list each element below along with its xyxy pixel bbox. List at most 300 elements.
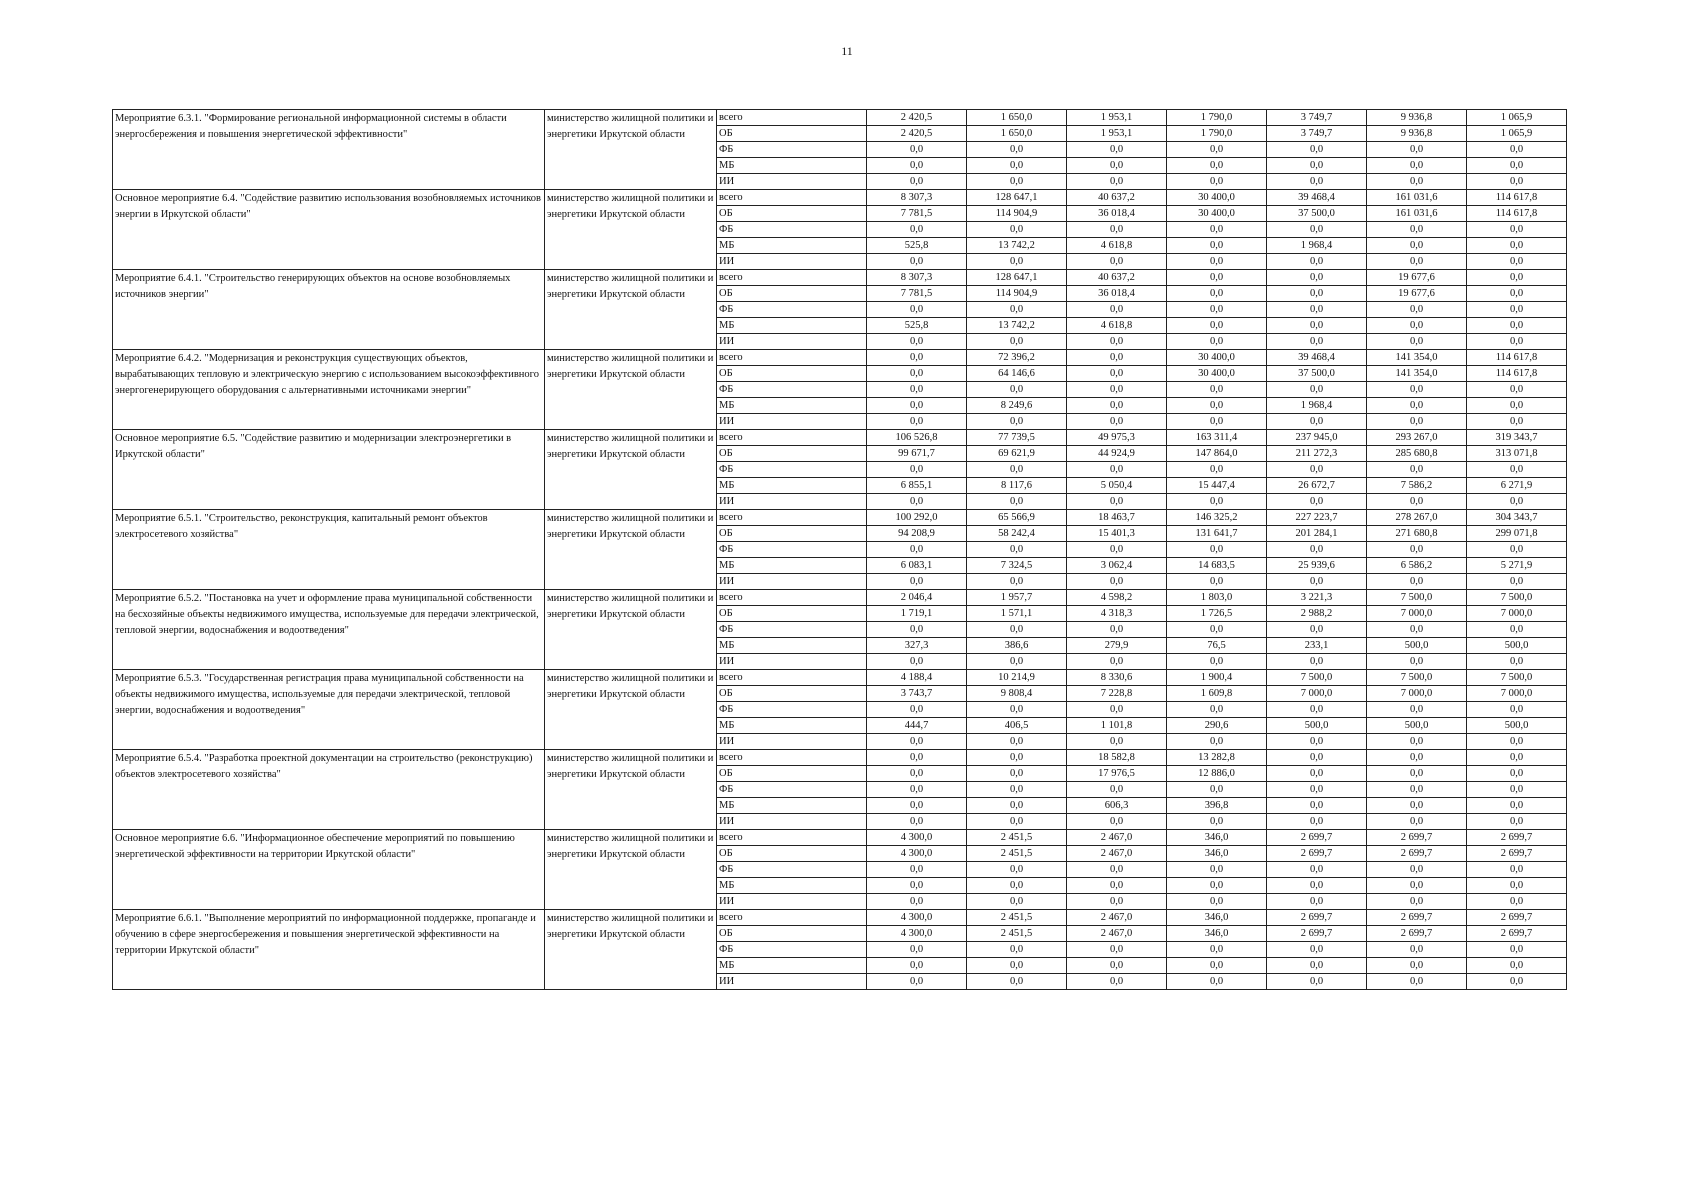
amount-cell: 0,0	[1467, 942, 1567, 958]
amount-cell: 386,6	[967, 638, 1067, 654]
amount-cell: 0,0	[967, 622, 1067, 638]
amount-cell: 2 451,5	[967, 910, 1067, 926]
amount-cell: 0,0	[1167, 942, 1267, 958]
amount-cell: 0,0	[1167, 878, 1267, 894]
amount-cell: 0,0	[1367, 862, 1467, 878]
amount-cell: 114 617,8	[1467, 206, 1567, 222]
amount-cell: 0,0	[967, 974, 1067, 990]
funding-source: ИИ	[717, 334, 867, 350]
amount-cell: 0,0	[1267, 142, 1367, 158]
executor-name: министерство жилищной политики и энергетики Иркутской области	[545, 270, 717, 350]
amount-cell: 304 343,7	[1467, 510, 1567, 526]
page-number: 11	[841, 44, 853, 58]
amount-cell: 7 228,8	[1067, 686, 1167, 702]
amount-cell: 396,8	[1167, 798, 1267, 814]
amount-cell: 10 214,9	[967, 670, 1067, 686]
table-row	[113, 510, 1567, 526]
amount-cell: 0,0	[1067, 382, 1167, 398]
amount-cell: 161 031,6	[1367, 190, 1467, 206]
amount-cell: 2 988,2	[1267, 606, 1367, 622]
amount-cell: 30 400,0	[1167, 366, 1267, 382]
amount-cell: 227 223,7	[1267, 510, 1367, 526]
amount-cell: 18 463,7	[1067, 510, 1167, 526]
amount-cell: 0,0	[1467, 814, 1567, 830]
funding-source: МБ	[717, 318, 867, 334]
amount-cell: 44 924,9	[1067, 446, 1167, 462]
amount-cell: 0,0	[1367, 750, 1467, 766]
amount-cell: 8 249,6	[967, 398, 1067, 414]
amount-cell: 0,0	[1067, 814, 1167, 830]
amount-cell: 77 739,5	[967, 430, 1067, 446]
executor-name: министерство жилищной политики и энергетики Иркутской области	[545, 750, 717, 830]
amount-cell: 0,0	[1167, 542, 1267, 558]
amount-cell: 8 307,3	[867, 270, 967, 286]
funding-source: ИИ	[717, 574, 867, 590]
measure-name: Мероприятие 6.6.1. "Выполнение мероприятий по информационной поддержке, пропаганде и обучению в сфере энергосбережения и повышения энергетической эффективности на территории Иркутской области"	[113, 910, 545, 990]
amount-cell: 7 500,0	[1267, 670, 1367, 686]
amount-cell: 0,0	[1267, 318, 1367, 334]
amount-cell: 0,0	[1267, 494, 1367, 510]
funding-source: ИИ	[717, 254, 867, 270]
amount-cell: 1 650,0	[967, 126, 1067, 142]
amount-cell: 0,0	[1467, 382, 1567, 398]
amount-cell: 3 062,4	[1067, 558, 1167, 574]
amount-cell: 0,0	[1067, 142, 1167, 158]
amount-cell: 2 699,7	[1367, 846, 1467, 862]
amount-cell: 4 300,0	[867, 830, 967, 846]
table-row	[113, 750, 1567, 766]
amount-cell: 0,0	[867, 494, 967, 510]
amount-cell: 299 071,8	[1467, 526, 1567, 542]
amount-cell: 1 065,9	[1467, 110, 1567, 126]
funding-source: ОБ	[717, 846, 867, 862]
funding-source: ФБ	[717, 782, 867, 798]
amount-cell: 279,9	[1067, 638, 1167, 654]
funding-source: ОБ	[717, 606, 867, 622]
amount-cell: 13 282,8	[1167, 750, 1267, 766]
table-row	[113, 430, 1567, 446]
amount-cell: 0,0	[1167, 622, 1267, 638]
amount-cell: 141 354,0	[1367, 350, 1467, 366]
amount-cell: 161 031,6	[1367, 206, 1467, 222]
amount-cell: 39 468,4	[1267, 350, 1367, 366]
table-row	[113, 350, 1567, 366]
amount-cell: 114 617,8	[1467, 366, 1567, 382]
amount-cell: 0,0	[1167, 782, 1267, 798]
amount-cell: 147 864,0	[1167, 446, 1267, 462]
executor-name: министерство жилищной политики и энергетики Иркутской области	[545, 670, 717, 750]
amount-cell: 7 500,0	[1467, 590, 1567, 606]
amount-cell: 327,3	[867, 638, 967, 654]
amount-cell: 1 571,1	[967, 606, 1067, 622]
amount-cell: 319 343,7	[1467, 430, 1567, 446]
amount-cell: 36 018,4	[1067, 286, 1167, 302]
amount-cell: 233,1	[1267, 638, 1367, 654]
amount-cell: 0,0	[1067, 350, 1167, 366]
amount-cell: 0,0	[1367, 158, 1467, 174]
amount-cell: 0,0	[1367, 222, 1467, 238]
amount-cell: 500,0	[1367, 638, 1467, 654]
amount-cell: 0,0	[1267, 942, 1367, 958]
amount-cell: 0,0	[867, 350, 967, 366]
amount-cell: 0,0	[1167, 702, 1267, 718]
amount-cell: 0,0	[867, 462, 967, 478]
amount-cell: 3 221,3	[1267, 590, 1367, 606]
amount-cell: 0,0	[1167, 462, 1267, 478]
funding-source: МБ	[717, 478, 867, 494]
amount-cell: 0,0	[1467, 622, 1567, 638]
amount-cell: 0,0	[1367, 398, 1467, 414]
amount-cell: 0,0	[1467, 414, 1567, 430]
amount-cell: 0,0	[967, 414, 1067, 430]
funding-source: ОБ	[717, 926, 867, 942]
funding-source: всего	[717, 750, 867, 766]
funding-source: ФБ	[717, 302, 867, 318]
amount-cell: 6 271,9	[1467, 478, 1567, 494]
amount-cell: 0,0	[1367, 622, 1467, 638]
amount-cell: 39 468,4	[1267, 190, 1367, 206]
measure-name: Мероприятие 6.4.1. "Строительство генерирующих объектов на основе возобновляемых источников энергии"	[113, 270, 545, 350]
amount-cell: 0,0	[967, 782, 1067, 798]
funding-source: МБ	[717, 798, 867, 814]
amount-cell: 13 742,2	[967, 318, 1067, 334]
amount-cell: 0,0	[1367, 542, 1467, 558]
amount-cell: 0,0	[1467, 574, 1567, 590]
amount-cell: 7 000,0	[1367, 686, 1467, 702]
amount-cell: 0,0	[1367, 734, 1467, 750]
amount-cell: 0,0	[1467, 222, 1567, 238]
funding-source: ФБ	[717, 942, 867, 958]
amount-cell: 17 976,5	[1067, 766, 1167, 782]
amount-cell: 30 400,0	[1167, 190, 1267, 206]
amount-cell: 99 671,7	[867, 446, 967, 462]
amount-cell: 131 641,7	[1167, 526, 1267, 542]
amount-cell: 0,0	[867, 366, 967, 382]
amount-cell: 7 781,5	[867, 286, 967, 302]
amount-cell: 0,0	[1467, 158, 1567, 174]
amount-cell: 1 065,9	[1467, 126, 1567, 142]
amount-cell: 0,0	[967, 814, 1067, 830]
amount-cell: 0,0	[1067, 574, 1167, 590]
amount-cell: 1 650,0	[967, 110, 1067, 126]
measure-name: Основное мероприятие 6.5. "Содействие развитию и модернизации электроэнергетики в Иркутской области"	[113, 430, 545, 510]
amount-cell: 0,0	[1167, 398, 1267, 414]
table-row	[113, 270, 1567, 286]
amount-cell: 0,0	[1267, 654, 1367, 670]
amount-cell: 2 699,7	[1267, 910, 1367, 926]
amount-cell: 0,0	[1167, 270, 1267, 286]
amount-cell: 0,0	[1367, 974, 1467, 990]
amount-cell: 0,0	[1467, 958, 1567, 974]
amount-cell: 1 968,4	[1267, 238, 1367, 254]
amount-cell: 1 790,0	[1167, 126, 1267, 142]
amount-cell: 0,0	[1167, 238, 1267, 254]
funding-source: ИИ	[717, 414, 867, 430]
amount-cell: 1 719,1	[867, 606, 967, 622]
amount-cell: 65 566,9	[967, 510, 1067, 526]
amount-cell: 7 500,0	[1367, 670, 1467, 686]
table-row	[113, 190, 1567, 206]
amount-cell: 0,0	[1367, 334, 1467, 350]
amount-cell: 346,0	[1167, 830, 1267, 846]
amount-cell: 0,0	[867, 382, 967, 398]
amount-cell: 114 904,9	[967, 286, 1067, 302]
amount-cell: 5 050,4	[1067, 478, 1167, 494]
amount-cell: 36 018,4	[1067, 206, 1167, 222]
amount-cell: 0,0	[867, 398, 967, 414]
funding-source: всего	[717, 270, 867, 286]
measure-name: Мероприятие 6.3.1. "Формирование региональной информационной системы в области энергосбережения и повышения энергетической эффективности"	[113, 110, 545, 190]
amount-cell: 4 318,3	[1067, 606, 1167, 622]
amount-cell: 0,0	[1367, 574, 1467, 590]
amount-cell: 346,0	[1167, 846, 1267, 862]
amount-cell: 7 586,2	[1367, 478, 1467, 494]
amount-cell: 0,0	[1367, 782, 1467, 798]
amount-cell: 0,0	[1167, 222, 1267, 238]
amount-cell: 2 699,7	[1367, 910, 1467, 926]
funding-source: всего	[717, 190, 867, 206]
amount-cell: 0,0	[1067, 398, 1167, 414]
amount-cell: 0,0	[1367, 766, 1467, 782]
amount-cell: 0,0	[1467, 142, 1567, 158]
amount-cell: 0,0	[867, 750, 967, 766]
amount-cell: 64 146,6	[967, 366, 1067, 382]
amount-cell: 0,0	[867, 798, 967, 814]
amount-cell: 0,0	[1067, 782, 1167, 798]
amount-cell: 0,0	[1467, 798, 1567, 814]
amount-cell: 0,0	[867, 654, 967, 670]
amount-cell: 0,0	[1167, 494, 1267, 510]
amount-cell: 0,0	[1267, 894, 1367, 910]
amount-cell: 0,0	[1367, 798, 1467, 814]
amount-cell: 2 699,7	[1467, 830, 1567, 846]
funding-source: ИИ	[717, 974, 867, 990]
funding-source: МБ	[717, 878, 867, 894]
amount-cell: 0,0	[1067, 734, 1167, 750]
amount-cell: 1 726,5	[1167, 606, 1267, 622]
amount-cell: 2 467,0	[1067, 830, 1167, 846]
amount-cell: 4 618,8	[1067, 238, 1167, 254]
amount-cell: 0,0	[1467, 734, 1567, 750]
amount-cell: 26 672,7	[1267, 478, 1367, 494]
amount-cell: 0,0	[1167, 334, 1267, 350]
amount-cell: 0,0	[867, 334, 967, 350]
amount-cell: 128 647,1	[967, 190, 1067, 206]
amount-cell: 58 242,4	[967, 526, 1067, 542]
amount-cell: 0,0	[867, 766, 967, 782]
amount-cell: 0,0	[1267, 382, 1367, 398]
amount-cell: 290,6	[1167, 718, 1267, 734]
amount-cell: 2 699,7	[1467, 846, 1567, 862]
amount-cell: 0,0	[1267, 766, 1367, 782]
amount-cell: 0,0	[1267, 254, 1367, 270]
amount-cell: 0,0	[1067, 878, 1167, 894]
amount-cell: 9 936,8	[1367, 126, 1467, 142]
amount-cell: 0,0	[1167, 814, 1267, 830]
amount-cell: 2 699,7	[1367, 830, 1467, 846]
funding-source: МБ	[717, 638, 867, 654]
amount-cell: 1 803,0	[1167, 590, 1267, 606]
funding-source: ОБ	[717, 126, 867, 142]
amount-cell: 0,0	[1467, 766, 1567, 782]
amount-cell: 406,5	[967, 718, 1067, 734]
amount-cell: 2 699,7	[1267, 830, 1367, 846]
amount-cell: 0,0	[1167, 254, 1267, 270]
amount-cell: 0,0	[1067, 542, 1167, 558]
executor-name: министерство жилищной политики и энергетики Иркутской области	[545, 350, 717, 430]
amount-cell: 0,0	[967, 222, 1067, 238]
executor-name: министерство жилищной политики и энергетики Иркутской области	[545, 910, 717, 990]
amount-cell: 525,8	[867, 238, 967, 254]
funding-source: МБ	[717, 958, 867, 974]
amount-cell: 0,0	[867, 814, 967, 830]
amount-cell: 0,0	[967, 334, 1067, 350]
amount-cell: 0,0	[967, 798, 1067, 814]
amount-cell: 0,0	[1367, 958, 1467, 974]
amount-cell: 0,0	[1067, 302, 1167, 318]
amount-cell: 19 677,6	[1367, 286, 1467, 302]
amount-cell: 0,0	[1167, 286, 1267, 302]
funding-source: всего	[717, 430, 867, 446]
amount-cell: 0,0	[1167, 734, 1267, 750]
amount-cell: 1 101,8	[1067, 718, 1167, 734]
amount-cell: 0,0	[967, 958, 1067, 974]
amount-cell: 2 699,7	[1267, 926, 1367, 942]
amount-cell: 0,0	[1467, 398, 1567, 414]
executor-name: министерство жилищной политики и энергетики Иркутской области	[545, 830, 717, 910]
amount-cell: 0,0	[867, 942, 967, 958]
amount-cell: 114 617,8	[1467, 190, 1567, 206]
amount-cell: 0,0	[1067, 254, 1167, 270]
amount-cell: 3 749,7	[1267, 110, 1367, 126]
amount-cell: 0,0	[1267, 462, 1367, 478]
amount-cell: 525,8	[867, 318, 967, 334]
amount-cell: 8 117,6	[967, 478, 1067, 494]
measure-name: Мероприятие 6.5.3. "Государственная регистрация права муниципальной собственности на объекты недвижимого имущества, используемые для передачи электрической, тепловой энергии, водоснабжения и водоотведения"	[113, 670, 545, 750]
table-row	[113, 910, 1567, 926]
amount-cell: 0,0	[967, 766, 1067, 782]
amount-cell: 1 953,1	[1067, 110, 1167, 126]
funding-source: МБ	[717, 558, 867, 574]
amount-cell: 0,0	[967, 542, 1067, 558]
amount-cell: 4 598,2	[1067, 590, 1167, 606]
funding-source: ФБ	[717, 622, 867, 638]
amount-cell: 500,0	[1367, 718, 1467, 734]
amount-cell: 0,0	[1067, 974, 1167, 990]
amount-cell: 0,0	[967, 142, 1067, 158]
measure-name: Основное мероприятие 6.6. "Информационное обеспечение мероприятий по повышению энергетической эффективности на территории Иркутской области"	[113, 830, 545, 910]
table-row	[113, 830, 1567, 846]
amount-cell: 0,0	[1067, 366, 1167, 382]
amount-cell: 0,0	[1267, 414, 1367, 430]
amount-cell: 0,0	[1367, 238, 1467, 254]
amount-cell: 0,0	[1467, 750, 1567, 766]
amount-cell: 0,0	[1367, 414, 1467, 430]
amount-cell: 0,0	[967, 494, 1067, 510]
amount-cell: 7 324,5	[967, 558, 1067, 574]
amount-cell: 0,0	[1367, 462, 1467, 478]
amount-cell: 114 617,8	[1467, 350, 1567, 366]
amount-cell: 0,0	[1067, 222, 1167, 238]
amount-cell: 0,0	[867, 158, 967, 174]
amount-cell: 2 699,7	[1367, 926, 1467, 942]
amount-cell: 0,0	[1267, 574, 1367, 590]
amount-cell: 15 401,3	[1067, 526, 1167, 542]
amount-cell: 444,7	[867, 718, 967, 734]
amount-cell: 0,0	[1367, 494, 1467, 510]
amount-cell: 3 749,7	[1267, 126, 1367, 142]
amount-cell: 30 400,0	[1167, 350, 1267, 366]
table-row	[113, 670, 1567, 686]
amount-cell: 278 267,0	[1367, 510, 1467, 526]
amount-cell: 0,0	[1267, 270, 1367, 286]
amount-cell: 0,0	[967, 734, 1067, 750]
amount-cell: 0,0	[1267, 302, 1367, 318]
amount-cell: 2 451,5	[967, 846, 1067, 862]
funding-source: всего	[717, 670, 867, 686]
amount-cell: 40 637,2	[1067, 190, 1167, 206]
amount-cell: 2 699,7	[1467, 926, 1567, 942]
amount-cell: 13 742,2	[967, 238, 1067, 254]
measure-name: Мероприятие 6.5.2. "Постановка на учет и оформление права муниципальной собственности на бесхозяйные объекты недвижимого имущества, используемые для передачи электрической, тепловой энергии, водоснабжения и водоотведения"	[113, 590, 545, 670]
funding-source: МБ	[717, 398, 867, 414]
amount-cell: 237 945,0	[1267, 430, 1367, 446]
amount-cell: 0,0	[1067, 862, 1167, 878]
amount-cell: 0,0	[1267, 734, 1367, 750]
amount-cell: 0,0	[1267, 814, 1367, 830]
measure-name: Мероприятие 6.5.4. "Разработка проектной документации на строительство (реконструкцию) объектов электросетевого хозяйства"	[113, 750, 545, 830]
amount-cell: 0,0	[1467, 894, 1567, 910]
amount-cell: 500,0	[1467, 638, 1567, 654]
amount-cell: 6 586,2	[1367, 558, 1467, 574]
amount-cell: 0,0	[967, 750, 1067, 766]
amount-cell: 0,0	[1167, 318, 1267, 334]
amount-cell: 0,0	[1267, 974, 1367, 990]
amount-cell: 0,0	[1167, 414, 1267, 430]
funding-source: всего	[717, 110, 867, 126]
amount-cell: 0,0	[967, 654, 1067, 670]
amount-cell: 2 451,5	[967, 926, 1067, 942]
funding-source: всего	[717, 830, 867, 846]
amount-cell: 7 781,5	[867, 206, 967, 222]
amount-cell: 0,0	[1267, 174, 1367, 190]
amount-cell: 114 904,9	[967, 206, 1067, 222]
amount-cell: 211 272,3	[1267, 446, 1367, 462]
amount-cell: 0,0	[1367, 174, 1467, 190]
funding-source: ОБ	[717, 526, 867, 542]
funding-source: ИИ	[717, 894, 867, 910]
amount-cell: 8 307,3	[867, 190, 967, 206]
amount-cell: 15 447,4	[1167, 478, 1267, 494]
amount-cell: 0,0	[1467, 302, 1567, 318]
amount-cell: 0,0	[967, 174, 1067, 190]
amount-cell: 0,0	[1467, 238, 1567, 254]
funding-source: ФБ	[717, 222, 867, 238]
amount-cell: 0,0	[1467, 782, 1567, 798]
funding-source: ФБ	[717, 542, 867, 558]
amount-cell: 8 330,6	[1067, 670, 1167, 686]
funding-source: ИИ	[717, 494, 867, 510]
amount-cell: 0,0	[867, 734, 967, 750]
amount-cell: 0,0	[1267, 862, 1367, 878]
amount-cell: 18 582,8	[1067, 750, 1167, 766]
amount-cell: 1 953,1	[1067, 126, 1167, 142]
amount-cell: 0,0	[867, 974, 967, 990]
amount-cell: 14 683,5	[1167, 558, 1267, 574]
funding-source: ФБ	[717, 462, 867, 478]
funding-source: МБ	[717, 238, 867, 254]
amount-cell: 4 300,0	[867, 910, 967, 926]
